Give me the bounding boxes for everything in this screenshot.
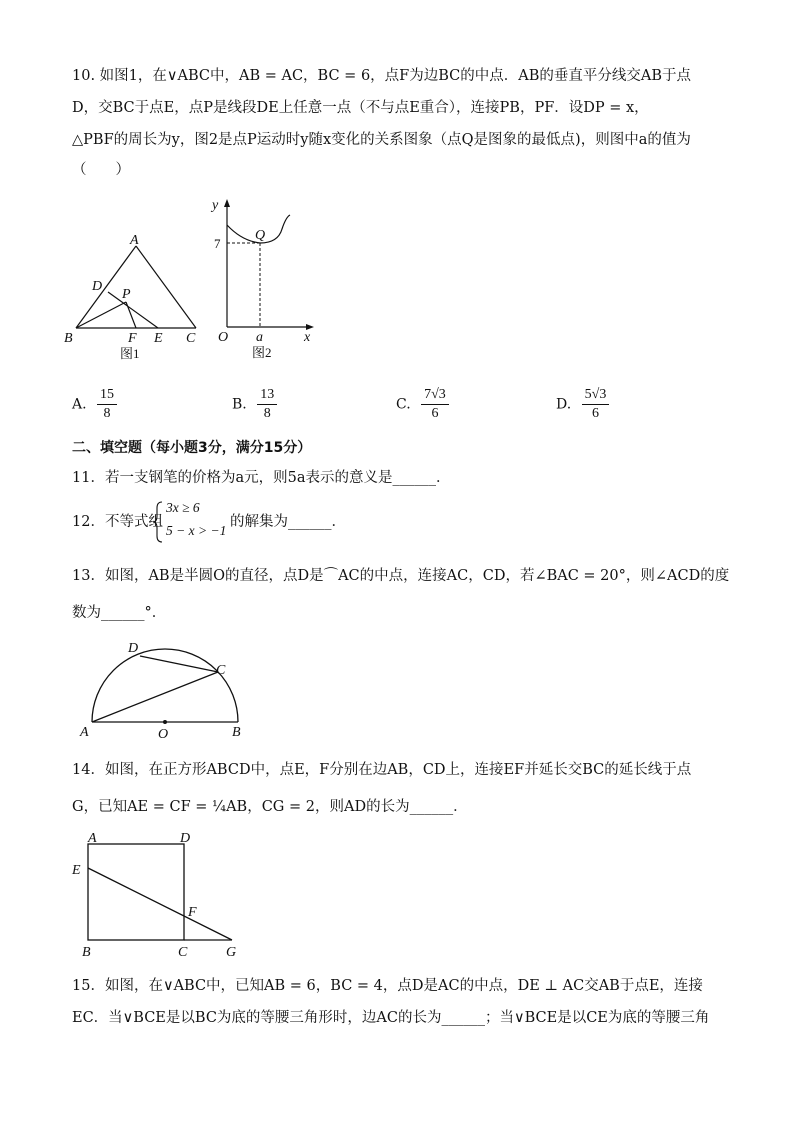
q12-suffix: 的解集为______． xyxy=(230,514,346,530)
fig1-caption: 图1 xyxy=(120,346,140,361)
option-c-fraction: $\frac{7√3}{6}$ xyxy=(421,386,449,423)
fig2-label-7: 7 xyxy=(214,236,221,251)
q13-label-c: C xyxy=(216,663,226,678)
q14-line1: 14．如图，在正方形ABCD中，点E，F分别在边AB，CD上，连接EF并延长交BC的延长线于点 xyxy=(72,762,692,778)
q10-line4: （ ） xyxy=(72,162,130,178)
q10-figure2 xyxy=(210,195,330,370)
fig2-caption: 图2 xyxy=(252,345,272,360)
option-a[interactable] xyxy=(72,386,117,423)
q13-label-d: D xyxy=(128,641,139,656)
fig2-label-o: O xyxy=(218,330,229,345)
option-c-label: C. xyxy=(396,396,411,413)
q14-figure xyxy=(66,828,246,963)
q13-line1: 13．如图，AB是半圆O的直径，点D是⌒AC的中点，连接AC，CD，若∠BAC = 20°，则∠ACD的度 xyxy=(72,568,730,584)
option-c[interactable] xyxy=(396,386,449,423)
q10-line3: △PBF的周长为y，图2是点P运动时y随x变化的关系图象（点Q是图象的最低点)，则图中a的值为 xyxy=(72,132,691,148)
q14-label-c: C xyxy=(178,945,188,960)
fig2-label-q: Q xyxy=(255,228,266,243)
q14-label-f: F xyxy=(188,905,197,920)
option-a-fraction: $\frac{15}{8}$ xyxy=(97,386,117,423)
fig2-label-a: a xyxy=(256,330,263,345)
section-heading: 二、填空题（每小题3分，满分15分） xyxy=(72,440,312,456)
fig2-label-x: x xyxy=(304,330,311,345)
q10-line1: 10. 如图1，在∨ABC中，AB = AC，BC = 6，点F为边BC的中点．AB的垂直平分线交AB于点 xyxy=(72,68,692,84)
q14-label-d: D xyxy=(180,831,191,846)
q14-label-a: A xyxy=(88,831,97,846)
q12-brace xyxy=(152,500,164,544)
q12-inequality-1: 3x ≥ 6 xyxy=(166,500,200,515)
option-b-label: B. xyxy=(232,396,247,413)
q13-figure xyxy=(72,636,262,746)
q13-label-a: A xyxy=(80,725,89,740)
option-a-label: A. xyxy=(72,396,87,413)
q10-line2: D，交BC于点E，点P是线段DE上任意一点（不与点E重合），连接PB，PF．设DP = x， xyxy=(72,100,649,116)
fig2-label-y: y xyxy=(212,198,219,213)
option-b[interactable] xyxy=(232,386,277,423)
q14-label-g: G xyxy=(226,945,237,960)
q13-label-o: O xyxy=(158,727,169,742)
option-d-fraction: $\frac{5√3}{6}$ xyxy=(582,386,610,423)
option-d[interactable] xyxy=(556,386,609,423)
q14-label-b: B xyxy=(82,945,91,960)
q15-line2: EC．当∨BCE是以BC为底的等腰三角形时，边AC的长为______；当∨BCE是以CE为底的等腰三角 xyxy=(72,1010,710,1026)
fig1-label-d: D xyxy=(92,279,103,294)
fig1-label-b: B xyxy=(64,331,73,346)
fig1-label-e: E xyxy=(154,331,163,346)
q14-line2: G，已知AE = CF = ¼AB，CG = 2，则AD的长为______． xyxy=(72,799,468,815)
q14-label-e: E xyxy=(72,863,81,878)
q12-inequality-2: 5 − x > −1 xyxy=(166,523,227,538)
q11-text: 11．若一支钢笔的价格为a元，则5a表示的意义是______． xyxy=(72,470,451,486)
q15-line1: 15．如图，在∨ABC中，已知AB = 6，BC = 4，点D是AC的中点，DE ⊥ AC交AB于点E，连接 xyxy=(72,978,703,994)
fig1-label-a: A xyxy=(130,233,139,248)
option-d-label: D. xyxy=(556,396,572,413)
option-b-fraction: $\frac{13}{8}$ xyxy=(257,386,277,423)
q12-prefix: 12．不等式组 xyxy=(72,514,163,530)
fig1-label-c: C xyxy=(186,331,196,346)
fig1-label-p: P xyxy=(122,287,131,302)
q13-line2: 数为______°． xyxy=(72,605,167,621)
q10-figure1 xyxy=(60,230,220,370)
q13-label-b: B xyxy=(232,725,241,740)
fig1-label-f: F xyxy=(128,331,137,346)
